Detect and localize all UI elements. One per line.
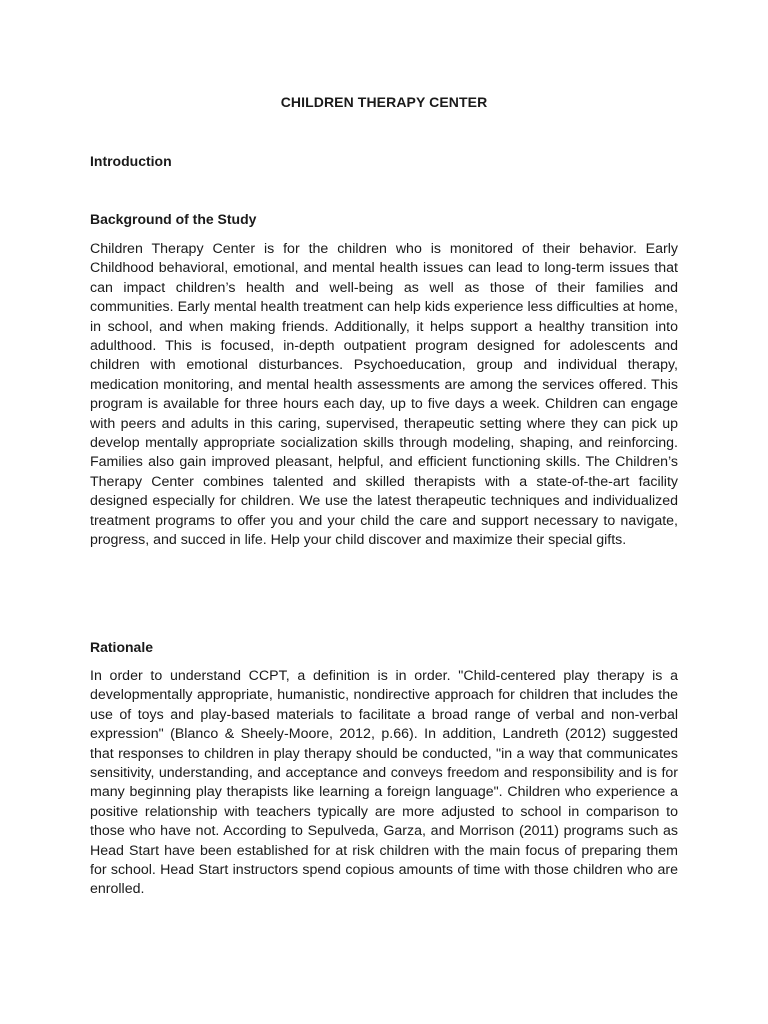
document-title: CHILDREN THERAPY CENTER xyxy=(280,94,488,110)
paragraph-rationale: In order to understand CCPT, a definition is in order. "Child-centered play therapy is a developmentally appropriate, humanistic, nondirective approach for children that includes the use of toys and play-based materials to facilitate a broad range of verbal and non-verbal expression" (Blanco & Sheely-Moore, 2012, p.66). In addition, Landreth (2012) suggested that responses to children in play therapy should be conducted, "in a way that communicates sensitivity, understanding, and acceptance and conveys freedom and responsibility and is for many beginning play therapists like learning a foreign language". Children who experience a positive relationship with teachers typically are more adjusted to school in comparison to those who have not. According to Sepulveda, Garza, and Morrison (2011) programs such as Head Start have been established for at risk children with the main focus of preparing them for school. Head Start instructors spend copious amounts of time with those children who are enrolled. xyxy=(90,668,678,898)
section-heading-introduction: Introduction xyxy=(90,153,172,169)
section-heading-background: Background of the Study xyxy=(90,211,257,227)
paragraph-background: Children Therapy Center is for the children who is monitored of their behavior. Early Childhood behavioral, emotional, and mental health issues can lead to long-term issues that can impact children’s health and well-being as well as those of their families and communities. Early mental health treatment can help kids experience less difficulties at home, in school, and when making friends. Additionally, it helps support a healthy transition into adulthood. This is focused, in-depth outpatient program designed for adolescents and children with emotional disturbances. Psychoeducation, group and individual therapy, medication monitoring, and mental health assessments are among the services offered. This program is available for three hours each day, up to five days a week. Children can engage with peers and adults in this caring, supervised, therapeutic setting where they can pick up develop mentally appropriate socialization skills through modeling, shaping, and reinforcing. Families also gain improved pleasant, helpful, and efficient functioning skills. The Children’s Therapy Center combines talented and skilled therapists with a state-of-the-art facility designed especially for children. We use the latest therapeutic techniques and individualized treatment programs to offer you and your child the care and support necessary to navigate, progress, and succed in life. Help your child discover and maximize their special gifts. xyxy=(90,241,678,549)
section-heading-rationale: Rationale xyxy=(90,639,154,655)
